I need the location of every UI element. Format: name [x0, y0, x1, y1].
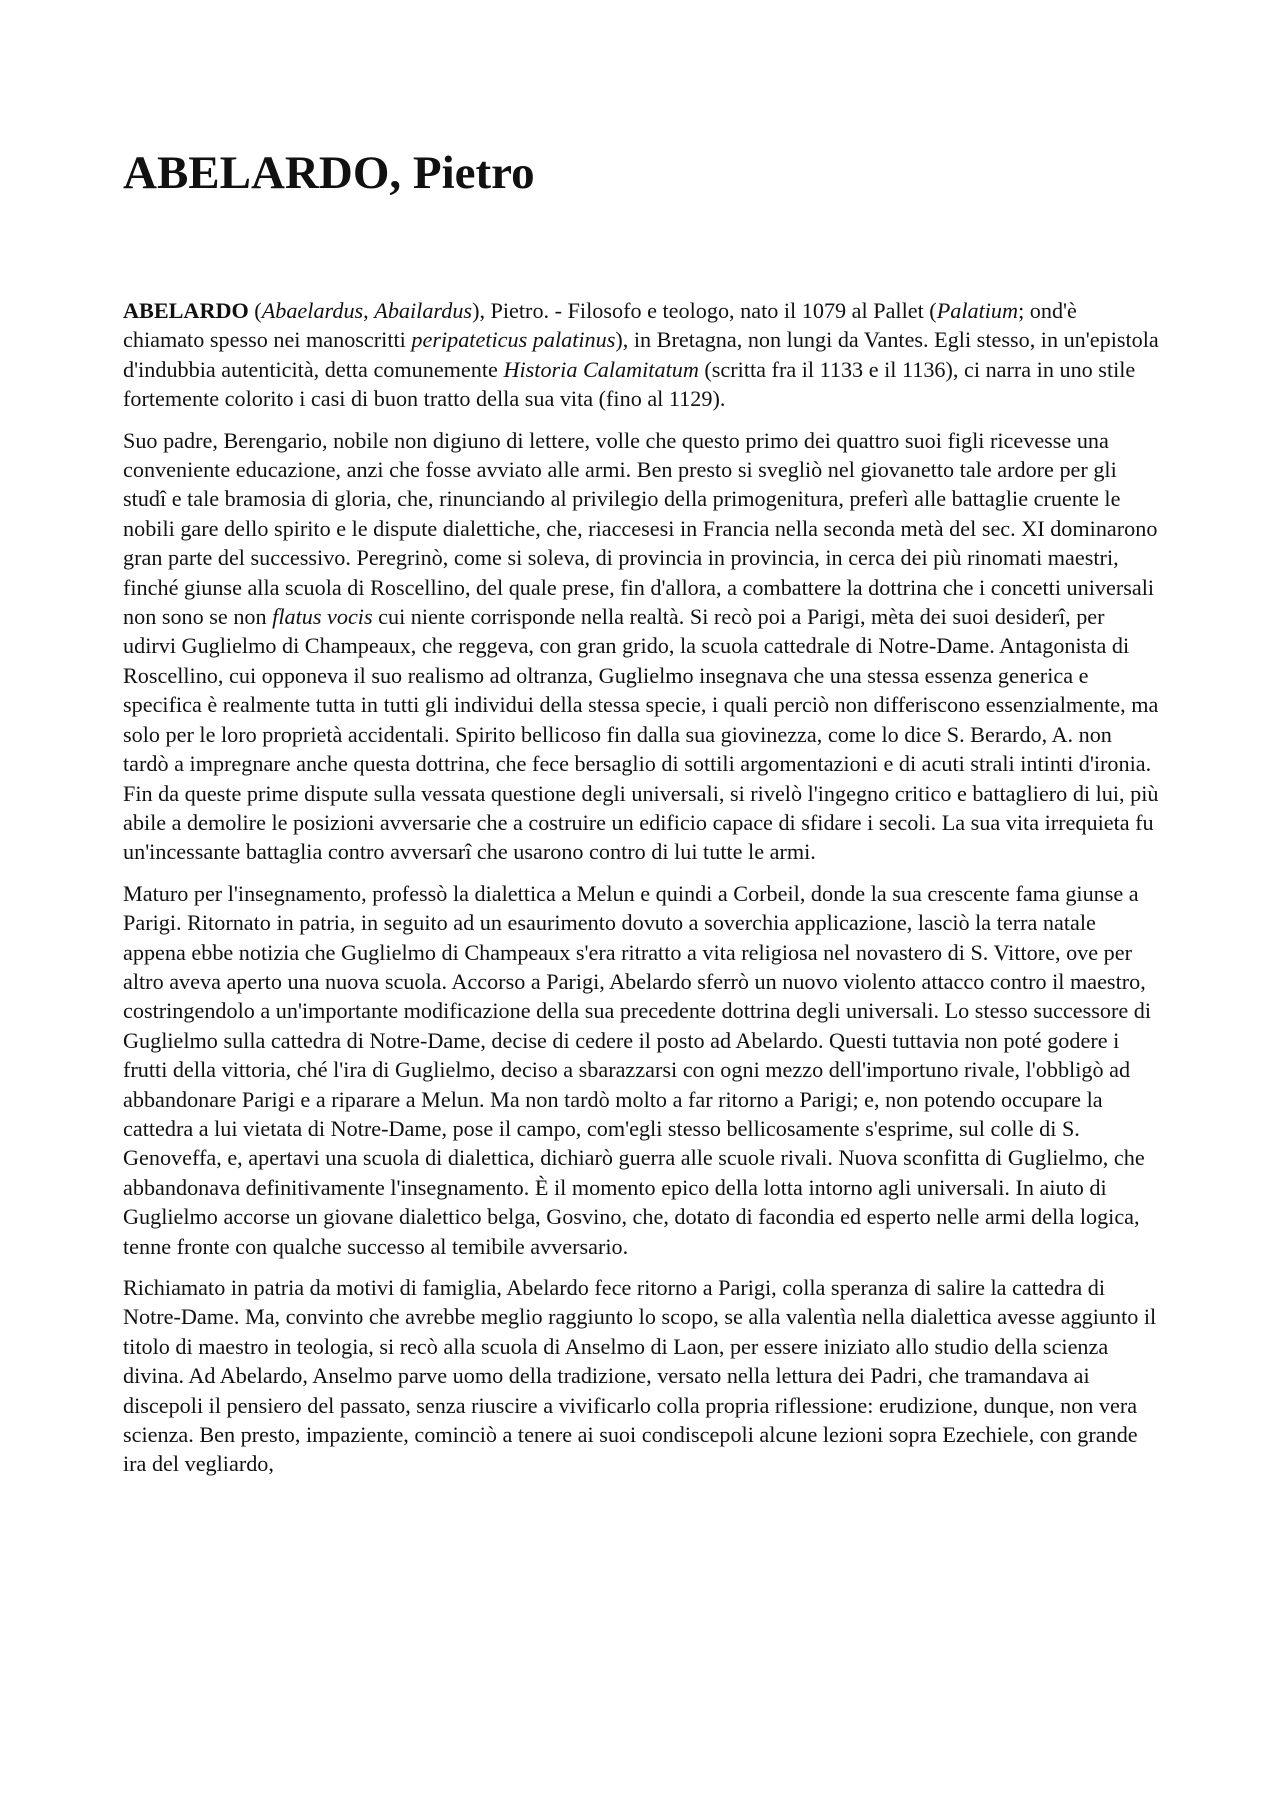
text-run: Maturo per l'insegnamento, professò la dialettica a Melun e quindi a Corbeil, donde la sua crescente fama giunse a Parigi. Ritornato in patria, in seguito ad un esaurimento dovuto a soverchia applicazione, lasciò la terra natale appena ebbe notizia che Guglielmo di Champeaux s'era ritratto a vita religiosa nel novastero di S. Vittore, ove per altro aveva aperto una nuova scuola. Accorso a Parigi, Abelardo sferrò un nuovo violento attacco contro il maestro, costringendolo a un'importante modificazione della sua precedente dottrina degli universali. Lo stesso successore di Guglielmo sulla cattedra di Notre-Dame, decise di cedere il posto ad Abelardo. Questi tuttavia non poté godere i frutti della vittoria, ché l'ira di Guglielmo, deciso a sbarazzarsi con ogni mezzo dell'importuno rivale, l'obbligò ad abbandonare Parigi e a riparare a Melun. Ma non tardò molto a far ritorno a Parigi; e, non potendo occupare la cattedra a lui vietata di Notre-Dame, pose il campo, com'egli stesso bellicosamente s'esprime, sul colle di S. Genoveffa, e, apertavi una scuola di dialettica, dichiarò guerra alle scuole rivali. Nuova sconfitta di Guglielmo, che abbandonava definitivamente l'insegnamento. È il momento epico della lotta intorno agli universali. In aiuto di Guglielmo accorse un giovane dialettico belga, Gosvino, che, dotato di facondia ed esperto nelle armi della logica, tenne fronte con qualche successo al temibile avversario.	[123, 880, 1152, 1259]
lemma-term: ABELARDO	[123, 298, 249, 323]
text-run: (scritta fra il 1133 e il 1136), ci narra in uno stile fortemente colorito i casi di buon tratto della sua vita (fino al 1129).	[123, 356, 1136, 412]
latin-term: peripateticus palatinus	[411, 327, 616, 353]
latin-term: Palatium	[936, 298, 1019, 323]
latin-term: Abaelardus	[261, 298, 364, 323]
latin-term: flatus vocis	[272, 604, 373, 630]
text-run: (	[248, 298, 262, 323]
paragraph	[123, 1273, 1163, 1479]
text-run: Suo padre, Berengario, nobile non digiuno di lettere, volle che questo primo dei quattro suoi figli ricevesse una conveniente educazione, anzi che fosse avviato alle armi. Ben presto si svegliò nel giovanetto tale ardore per gli studî e tale bramosia di gloria, che, rinunciando al privilegio della primogenitura, preferì alle battaglie cruente le nobili gare dello spirito e le dispute dialettiche, che, riaccesesi in Francia nella seconda metà del sec. XI dominarono gran parte del successivo. Peregrinò, come si soleva, di provincia in provincia, in cerca dei più rinomati maestri, finché giunse alla scuola di Roscellino, del quale prese, fin d'allora, a combattere la dottrina che i concetti universali non sono se non	[123, 427, 1158, 630]
paragraph	[123, 426, 1163, 867]
text-run: ,	[363, 298, 375, 323]
page-title: ABELARDO, Pietro	[123, 147, 535, 199]
paragraph	[123, 296, 1163, 414]
text-run: ; ond'è chiamato spesso nei manoscritti	[123, 298, 1077, 353]
paragraph	[123, 879, 1163, 1261]
text-run: cui niente corrisponde nella realtà. Si recò poi a Parigi, mèta dei suoi desiderî, per udirvi Guglielmo di Champeaux, che reggeva, con gran grido, la scuola cattedrale di Notre-Dame. Antagonista di Roscellino, cui opponeva il suo realismo ad oltranza, Guglielmo insegnava che una stessa essenza generica e specifica è realmente tutta in tutti gli individui della stessa specie, i quali perciò non differiscono essenzialmente, ma solo per le loro proprietà accidentali. Spirito bellicoso fin dalla sua giovinezza, come lo dice S. Berardo, A. non tardò a impregnare anche questa dottrina, che fece bersaglio di sottili argomentazioni e di acuti strali intinti d'ironia. Fin da queste prime dispute sulla vessata questione degli universali, si rivelò l'ingegno critico e battagliero di lui, più abile a demolire le posizioni avversarie che a costruire un edificio capace di sfidare i secoli. La sua vita irrequieta fu un'incessante battaglia contro avversarî che usarono contro di lui tutte le armi.	[123, 604, 1159, 865]
text-run: ), Pietro. - Filosofo e teologo, nato il 1079 al Pallet (	[472, 298, 937, 323]
text-run: ), in Bretagna, non lungi da Vantes. Egli stesso, in un'epistola d'indubbia autenticità, detta comunemente	[123, 327, 1159, 382]
latin-term: Abailardus	[374, 298, 473, 323]
article-body	[123, 296, 1163, 1491]
work-title: Historia Calamitatum	[503, 356, 699, 382]
text-run: Richiamato in patria da motivi di famiglia, Abelardo fece ritorno a Parigi, colla speranza di salire la cattedra di Notre-Dame. Ma, convinto che avrebbe meglio raggiunto lo scopo, se alla valentìa nella dialettica avesse aggiunto il titolo di maestro in teologia, si recò alla scuola di Anselmo di Laon, per essere iniziato allo studio della scienza divina. Ad Abelardo, Anselmo parve uomo della tradizione, versato nella lettura dei Padri, che tramandava ai discepoli il pensiero del passato, senza riuscire a vivificarlo colla propria riflessione: erudizione, dunque, non vera scienza. Ben presto, impaziente, cominciò a tenere ai suoi condiscepoli alcune lezioni sopra Ezechiele, con grande ira del vegliardo,	[123, 1275, 1157, 1477]
